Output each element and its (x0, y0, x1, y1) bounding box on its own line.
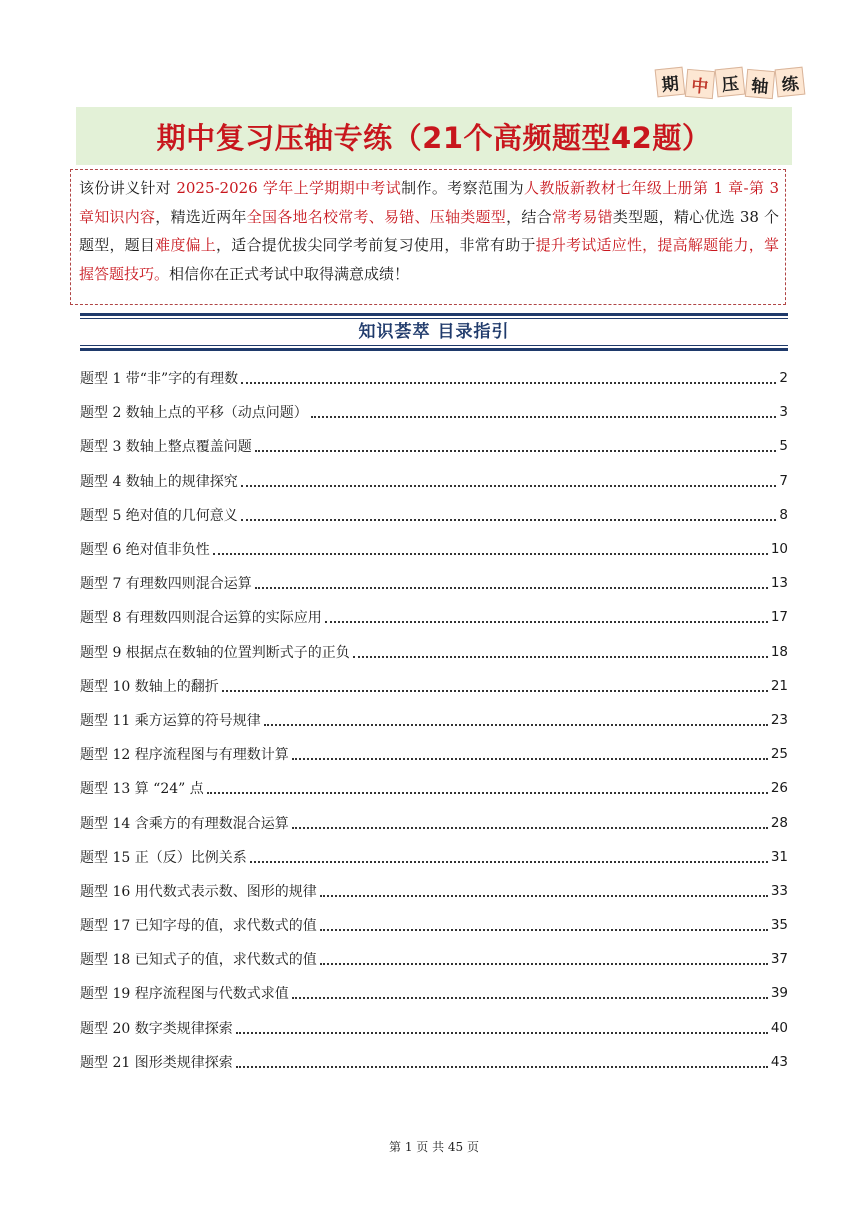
toc-page-number: 18 (770, 643, 788, 660)
toc-entry-title: 题型 21 图形类规律探索 (80, 1054, 233, 1071)
toc-entry-title: 题型 15 正（反）比例关系 (80, 849, 247, 866)
toc-entry-title: 题型 13 算 “24” 点 (80, 781, 204, 798)
toc-entry-title: 题型 6 绝对值非负性 (80, 542, 210, 559)
toc-leader-dots (325, 621, 768, 623)
toc-entry[interactable] (80, 737, 788, 771)
badge-char: 轴 (745, 69, 775, 99)
toc-entry-title: 题型 7 有理数四则混合运算 (80, 576, 252, 593)
toc-leader-dots (250, 861, 768, 863)
toc-leader-dots (241, 519, 777, 521)
toc-entry-title: 题型 10 数轴上的翻折 (80, 678, 219, 695)
toc-page-number: 26 (770, 780, 788, 797)
toc-entry[interactable] (80, 874, 788, 908)
intro-highlight: 全国各地名校常考、易错、压轴类题型 (246, 207, 507, 226)
toc-leader-dots (311, 416, 777, 418)
toc-header (80, 313, 788, 351)
toc-page-number: 7 (779, 472, 788, 489)
toc-entry-title: 题型 16 用代数式表示数、图形的规律 (80, 883, 317, 900)
toc-leader-dots (264, 724, 768, 726)
intro-highlight: 2025-2026 学年上学期期中考试 (176, 179, 402, 197)
badge-char: 压 (715, 67, 746, 98)
toc-leader-dots (320, 963, 768, 965)
toc-entry-title: 题型 11 乘方运算的符号规律 (80, 712, 261, 729)
toc-leader-dots (292, 997, 768, 999)
toc-page-number: 21 (770, 677, 788, 694)
toc-entry[interactable] (80, 1011, 788, 1045)
badge-char: 中 (685, 69, 715, 99)
intro-highlight: 难度偏上 (155, 236, 216, 254)
page-title: 期中复习压轴专练（21个高频题型42题） (156, 120, 712, 155)
toc-page-number: 10 (770, 541, 788, 558)
toc-entry[interactable] (80, 395, 788, 429)
toc-leader-dots (236, 1032, 768, 1034)
toc-page-number: 28 (770, 814, 788, 831)
toc-leader-dots (320, 929, 768, 931)
intro-paragraph (70, 169, 786, 305)
toc-page-number: 33 (770, 882, 788, 899)
toc-page-number: 37 (770, 951, 788, 968)
toc-leader-dots (320, 895, 768, 897)
toc-entry[interactable] (80, 703, 788, 737)
badge-char: 练 (775, 67, 806, 98)
toc-entry[interactable] (80, 635, 788, 669)
toc-entry[interactable] (80, 669, 788, 703)
toc-leader-dots (255, 587, 768, 589)
title-banner (76, 107, 792, 165)
toc-entry[interactable] (80, 976, 788, 1010)
toc-heading: 知识荟萃 目录指引 (358, 322, 510, 342)
toc-rule-bottom (80, 345, 788, 351)
toc-leader-dots (241, 382, 776, 384)
toc-entry[interactable] (80, 1045, 788, 1079)
toc-entry-title: 题型 5 绝对值的几何意义 (80, 507, 238, 524)
toc-page-number: 40 (770, 1019, 788, 1036)
toc-entry[interactable] (80, 498, 788, 532)
toc-page-number: 23 (770, 711, 788, 728)
intro-text: 类型题，精心优选 38 个题型，题目 (79, 207, 779, 254)
page-number-footer: 第 1 页 共 45 页 (389, 1140, 479, 1154)
toc-leader-dots (213, 553, 768, 555)
toc-entry[interactable] (80, 429, 788, 463)
table-of-contents (80, 361, 788, 1079)
toc-entry-title: 题型 4 数轴上的规律探究 (80, 473, 238, 490)
toc-entry-title: 题型 12 程序流程图与有理数计算 (80, 747, 289, 764)
toc-page-number: 17 (770, 609, 788, 626)
toc-entry[interactable] (80, 840, 788, 874)
toc-entry[interactable] (80, 532, 788, 566)
toc-leader-dots (353, 656, 768, 658)
toc-page-number: 5 (779, 438, 788, 455)
toc-entry[interactable] (80, 361, 788, 395)
toc-entry-title: 题型 3 数轴上整点覆盖问题 (80, 439, 252, 456)
toc-entry-title: 题型 1 带“非”字的有理数 (80, 371, 239, 388)
toc-entry[interactable] (80, 771, 788, 805)
toc-leader-dots (236, 1066, 768, 1068)
toc-entry[interactable] (80, 464, 788, 498)
toc-entry[interactable] (80, 908, 788, 942)
toc-page-number: 8 (779, 506, 788, 523)
toc-entry-title: 题型 18 已知式子的值，求代数式的值 (80, 952, 317, 969)
intro-text: ，适合提优拔尖同学考前复习使用，非常有助于 (216, 236, 536, 254)
toc-page-number: 43 (770, 1053, 788, 1070)
toc-entry-title: 题型 17 已知字母的值，求代数式的值 (80, 918, 317, 935)
intro-text: ，精选近两年 (155, 207, 247, 226)
toc-entry[interactable] (80, 600, 788, 634)
toc-page-number: 25 (770, 746, 788, 763)
toc-entry-title: 题型 14 含乘方的有理数混合运算 (80, 815, 289, 832)
toc-entry-title: 题型 20 数字类规律探索 (80, 1020, 233, 1037)
toc-page-number: 31 (770, 848, 788, 865)
toc-page-number: 39 (770, 985, 788, 1002)
toc-leader-dots (207, 792, 768, 794)
toc-leader-dots (292, 758, 768, 760)
toc-page-number: 35 (770, 917, 788, 934)
intro-text: 相信你在正式考试中取得满意成绩！ (169, 264, 410, 283)
toc-entry-title: 题型 9 根据点在数轴的位置判断式子的正负 (80, 644, 350, 661)
toc-entry[interactable] (80, 805, 788, 839)
toc-leader-dots (255, 450, 777, 452)
toc-entry[interactable] (80, 942, 788, 976)
intro-text: 该份讲义针对 (79, 179, 177, 197)
toc-entry-title: 题型 19 程序流程图与代数式求值 (80, 986, 289, 1003)
toc-page-number: 2 (779, 370, 788, 387)
intro-text: ，结合 (506, 207, 552, 226)
toc-page-number: 13 (770, 575, 788, 592)
badge-char: 期 (655, 67, 686, 98)
toc-page-number: 3 (779, 404, 788, 421)
intro-highlight: 人教版新教材七年级上册第 1 章-第 3 章知识内容 (79, 179, 780, 226)
toc-entry[interactable] (80, 566, 788, 600)
toc-leader-dots (222, 690, 768, 692)
toc-leader-dots (292, 827, 768, 829)
toc-entry-title: 题型 2 数轴上点的平移（动点问题） (80, 405, 308, 422)
intro-highlight: 提升考试适应性，提高解题能力，掌握答题技巧。 (79, 236, 779, 283)
toc-leader-dots (241, 485, 777, 487)
intro-highlight: 常考易错 (551, 207, 613, 226)
intro-text: 制作。考察范围为 (401, 179, 525, 197)
toc-entry-title: 题型 8 有理数四则混合运算的实际应用 (80, 610, 322, 627)
exam-badge (655, 66, 805, 96)
